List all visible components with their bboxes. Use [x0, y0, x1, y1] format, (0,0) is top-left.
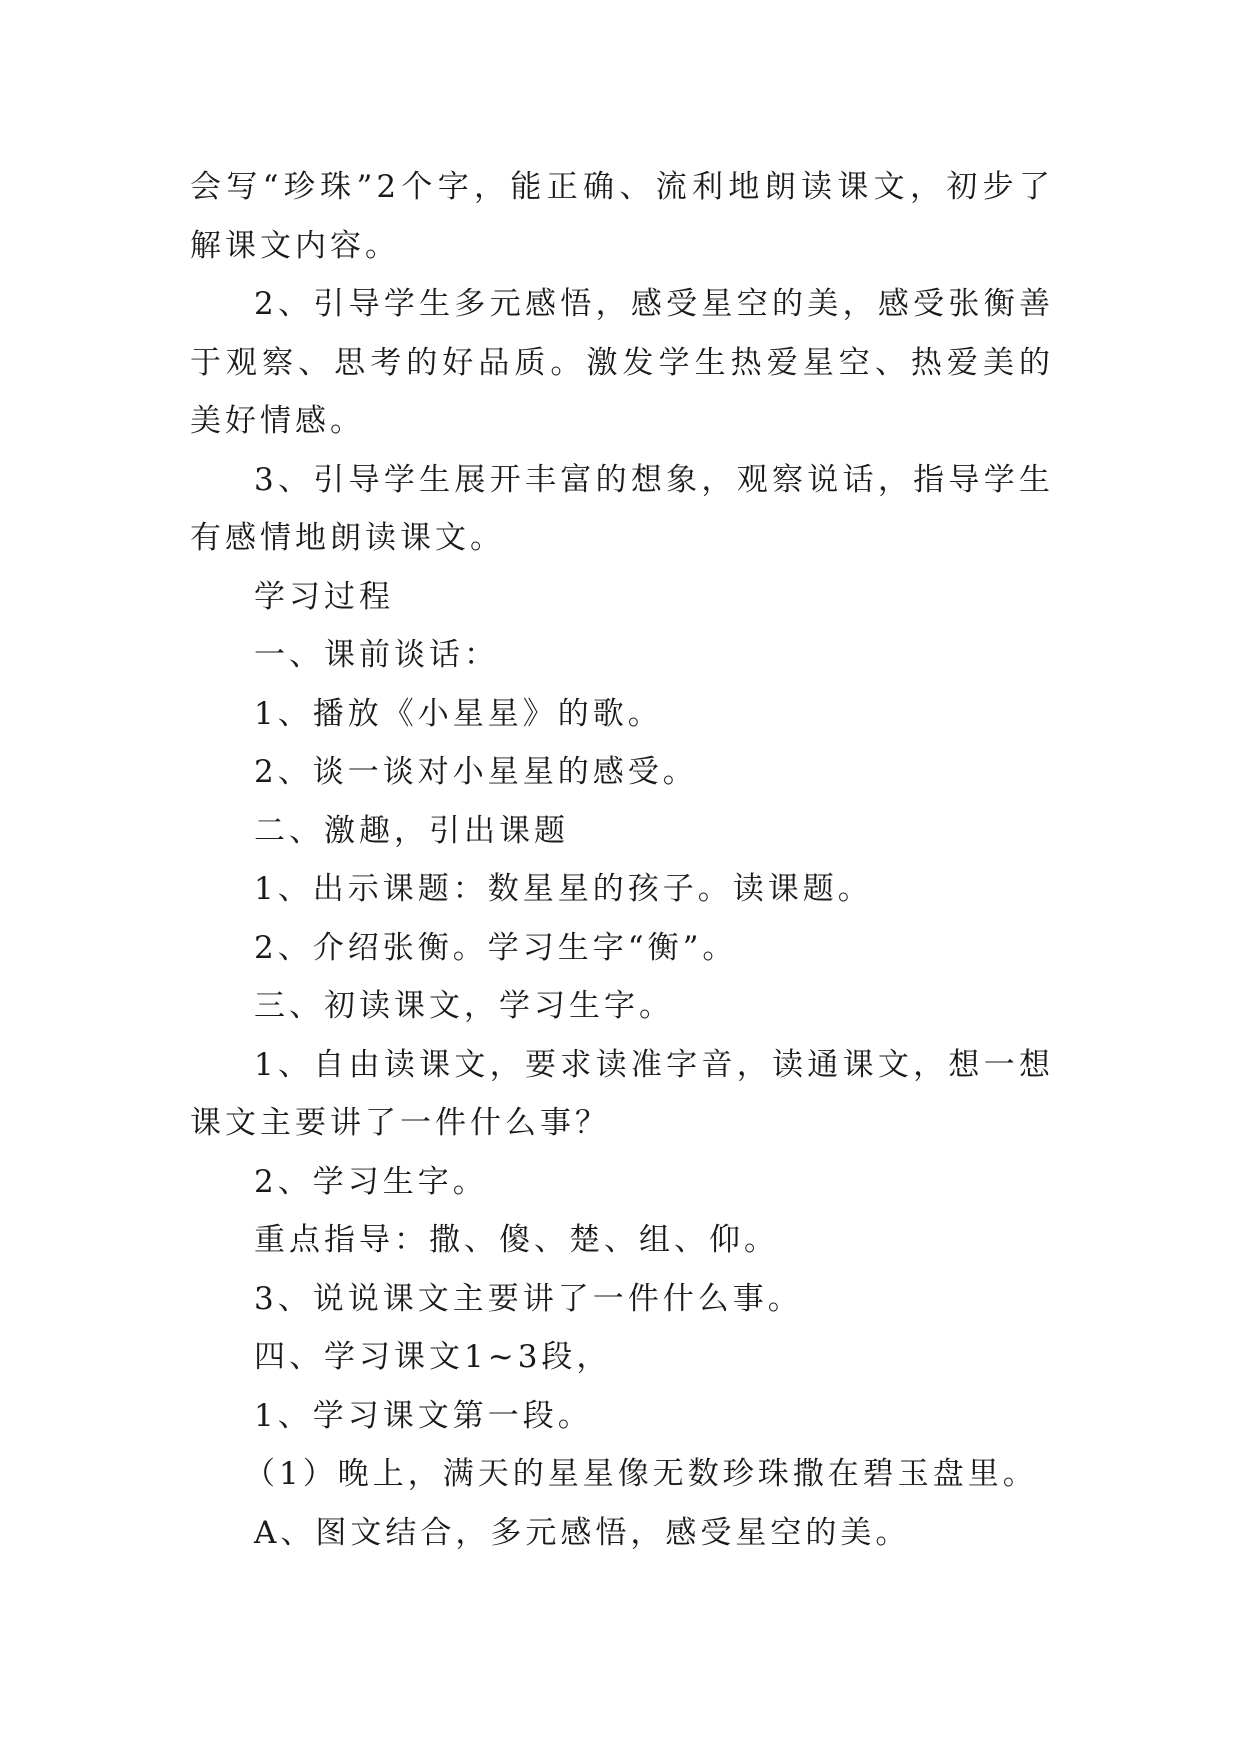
section-heading-study-paragraphs: 四、学习课文1~3段， — [254, 1339, 612, 1375]
list-item-show-title: 1、出示课题：数星星的孩子。读课题。 — [254, 871, 873, 907]
paragraph-objective-1-continued: 会写“珍珠”2个字，能正确、流利地朗读课文，初步了解课文内容。 — [190, 169, 1054, 264]
key-guidance: 重点指导：撒、傻、楚、组、仰。 — [254, 1222, 779, 1258]
list-item-introduce-zhangheng: 2、介绍张衡。学习生字“衡”。 — [254, 929, 738, 966]
paragraph-objective-3: 3、引导学生展开丰富的想象，观察说话，指导学生有感情地朗读课文。 — [190, 461, 1054, 556]
list-item-image-text: A、图文结合，多元感悟，感受星空的美。 — [254, 1514, 911, 1551]
quote-sentence: （1）晚上，满天的星星像无数珍珠撒在碧玉盘里。 — [244, 1456, 1038, 1492]
list-item-learn-characters: 2、学习生字。 — [254, 1163, 488, 1200]
list-item-talk-feelings: 2、谈一谈对小星星的感受。 — [254, 754, 698, 790]
section-heading-pre-class-talk: 一、课前谈话： — [254, 637, 499, 673]
list-item-free-reading: 1、自由读课文，要求读准字音，读通课文，想一想课文主要讲了一件什么事？ — [190, 1046, 1054, 1141]
section-heading-introduce-title: 二、激趣，引出课题 — [254, 812, 569, 849]
document-page — [190, 158, 1054, 1562]
paragraph-objective-2: 2、引导学生多元感悟，感受星空的美，感受张衡善于观察、思考的好品质。激发学生热爱星空、热爱美的美好情感。 — [190, 286, 1054, 439]
list-item-main-idea: 3、说说课文主要讲了一件什么事。 — [254, 1280, 803, 1317]
section-heading-learning-process: 学习过程 — [254, 578, 394, 615]
list-item-play-song: 1、播放《小星星》的歌。 — [254, 695, 663, 732]
list-item-study-first-paragraph: 1、学习课文第一段。 — [254, 1397, 593, 1434]
section-heading-first-reading: 三、初读课文，学习生字。 — [254, 988, 674, 1024]
